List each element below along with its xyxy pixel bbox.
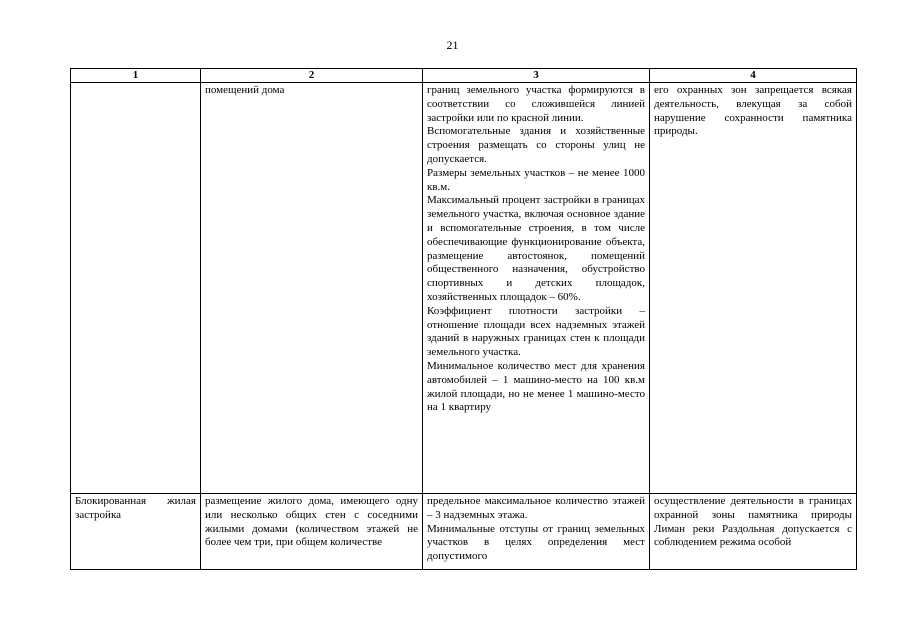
column-header-2: 2 [201, 69, 423, 83]
column-header-3: 3 [423, 69, 650, 83]
row1-col3-para-6: Минимальное количество мест для хранения автомобилей – 1 машино-место на 100 кв.м жилой площади, но не менее 1 машино-место на 1 квартиру [427, 359, 645, 414]
table-header-row [71, 69, 857, 83]
row2-col1-cell [71, 494, 201, 570]
column-header-4: 4 [650, 69, 857, 83]
table-row [71, 494, 857, 570]
row1-col3-para-4: Максимальный процент застройки в границах земельного участка, включая основное здание и вспомогательные строения, в том числе обеспечивающие функционирование объекта, размещение автостоянок, помещений общественного назначения, обустройство спортивных и детских площадок, хозяйственных площадок – 60%. [427, 194, 645, 303]
row1-col4-cell [650, 83, 857, 494]
row1-col3-para-1: границ земельного участка формируются в соответствии со сложившейся линией застройки или по красной линии. [427, 84, 645, 124]
row2-col4-cell [650, 494, 857, 570]
row1-col2-text: помещений дома [205, 84, 285, 96]
row1-col3-cell [423, 83, 650, 494]
row2-col2-cell [201, 494, 423, 570]
row2-col3-para-2: Минимальные отступы от границ земельных участков в целях определения мест допустимого [427, 522, 645, 563]
row1-col3-para-5: Коэффициент плотности застройки – отношение площади всех надземных этажей зданий в наружных границах стен к площади земельного участка. [427, 304, 645, 359]
regulations-table [70, 68, 857, 570]
row1-col3-para-2: Вспомогательные здания и хозяйственные строения размещать со стороны улиц не допускается. [427, 125, 645, 165]
row1-col2-cell [201, 83, 423, 494]
column-header-1: 1 [71, 69, 201, 83]
table-row [71, 83, 857, 494]
row1-col4-text: его охранных зон запрещается всякая деятельность, влекущая за собой нарушение сохранности памятника природы. [654, 84, 852, 138]
page-number: 21 [446, 38, 459, 52]
row1-col3-para-3: Размеры земельных участков – не менее 1000 кв.м. [427, 166, 645, 193]
row2-col3-cell [423, 494, 650, 570]
row2-col4-text: осуществление деятельности в границах охранной зоны памятника природы Лиман реки Раздольная допускается с соблюдением режима особой [654, 495, 852, 549]
row2-col1-text: Блокированная жилая застройка [75, 495, 196, 521]
row2-col2-text: размещение жилого дома, имеющего одну или несколько общих стен с соседними жилыми домами (количеством этажей не более чем три, при общем количестве [205, 495, 418, 549]
row1-col1-cell [71, 83, 201, 494]
row2-col3-para-1: предельное максимальное количество этажей – 3 надземных этажа. [427, 495, 645, 521]
